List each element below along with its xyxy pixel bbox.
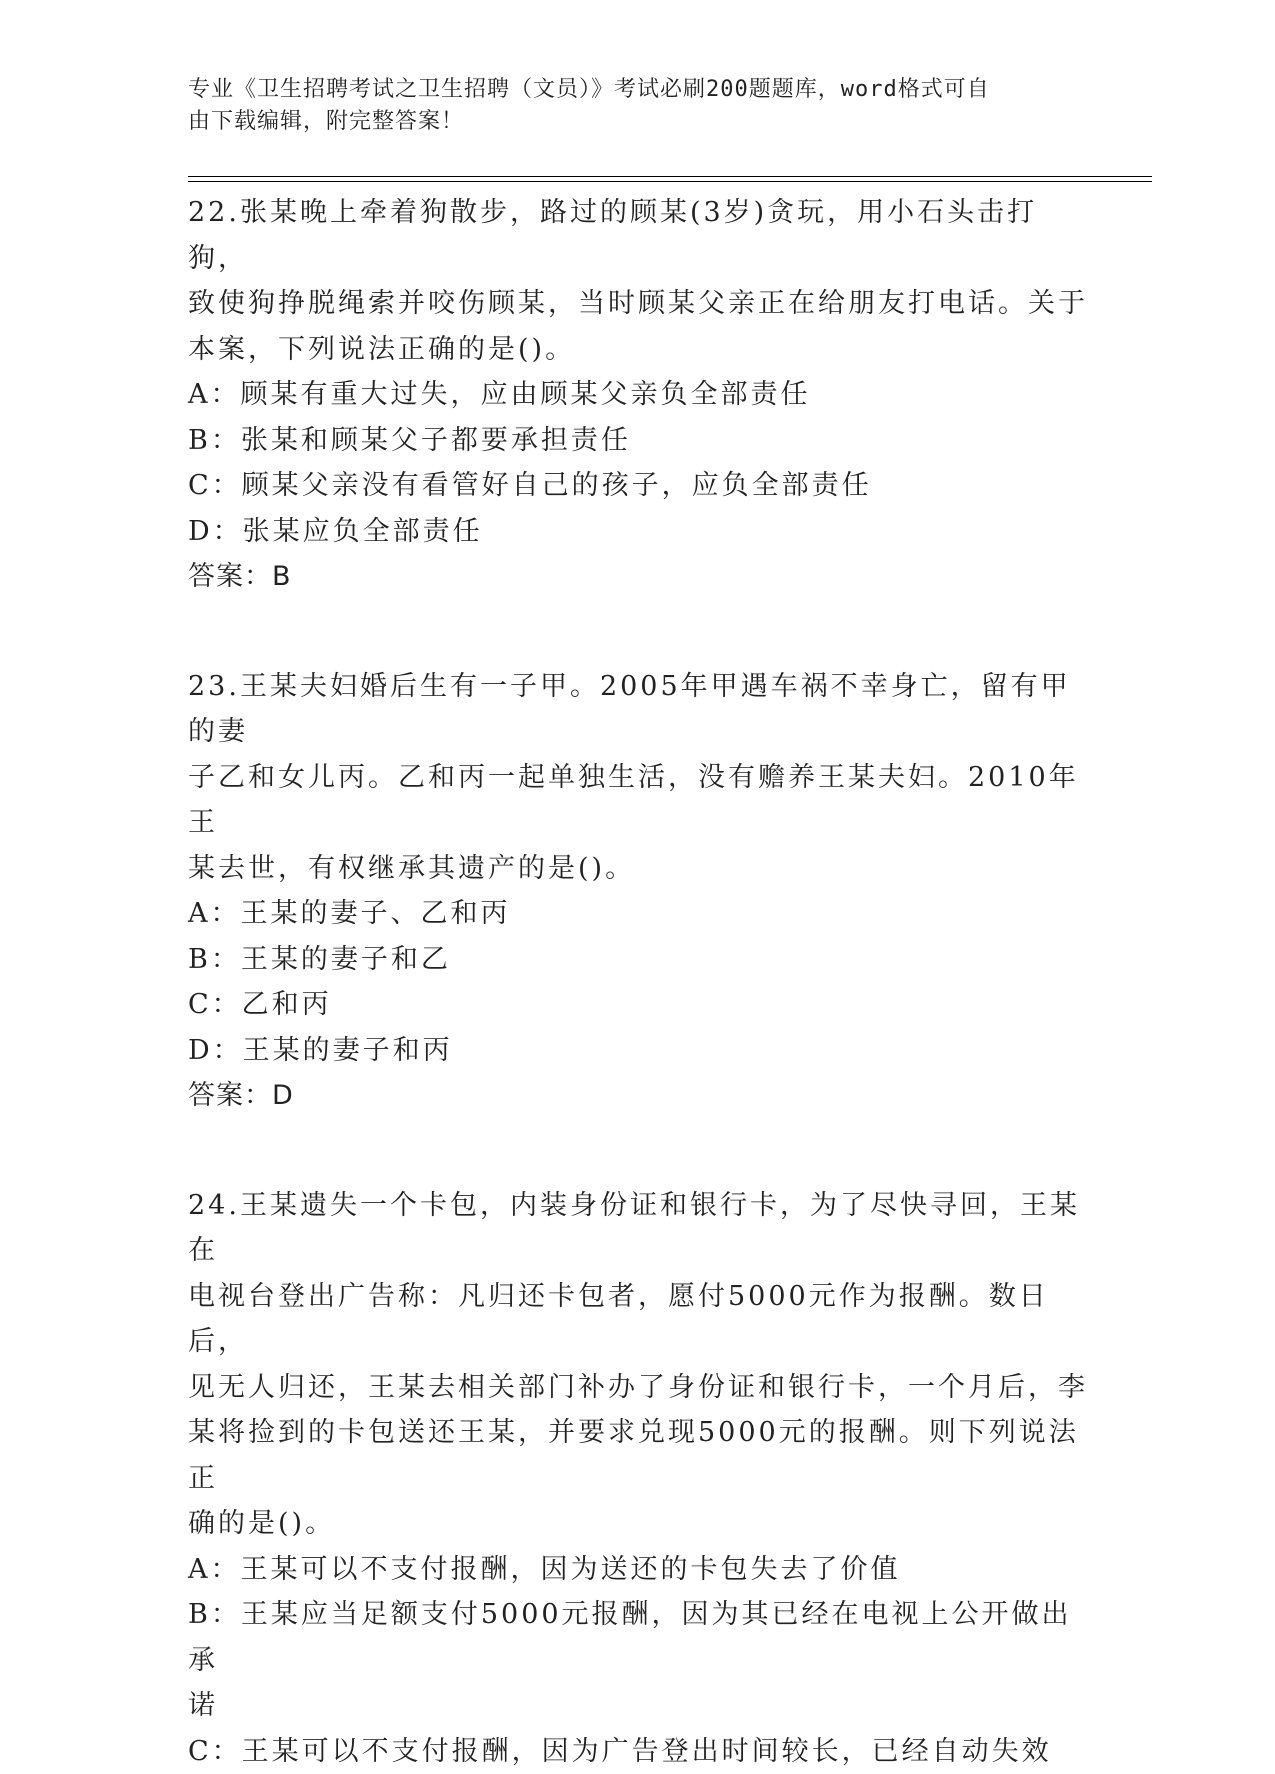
option-b: B：王某应当足额支付5000元报酬，因为其已经在电视上公开做出承 [188,1592,1088,1683]
question-text-line: 电视台登出广告称：凡归还卡包者，愿付5000元作为报酬。数日后， [188,1274,1088,1365]
option-b: B：王某的妻子和乙 [188,937,1088,983]
question-list [188,190,1088,1774]
option-d: D：张某应负全部责任 [188,509,1088,555]
option-b-continued: 诺 [188,1683,1088,1729]
answer-value: D [272,1080,294,1111]
answer-line [188,1073,1088,1119]
question-spacer [188,600,1088,664]
question-text-line: 23.王某夫妇婚后生有一子甲。2005年甲遇车祸不幸身亡，留有甲的妻 [188,664,1088,755]
question-text-line: 22.张某晚上牵着狗散步，路过的顾某(3岁)贪玩，用小石头击打狗， [188,190,1088,281]
option-d: D：王某的妻子和丙 [188,1028,1088,1074]
question-text-line: 24.王某遗失一个卡包，内装身份证和银行卡，为了尽快寻回，王某在 [188,1183,1088,1274]
option-b: B：张某和顾某父子都要承担责任 [188,418,1088,464]
option-c: C：乙和丙 [188,982,1088,1028]
question-22 [188,190,1088,600]
option-c: C：顾某父亲没有看管好自己的孩子，应负全部责任 [188,463,1088,509]
header-divider-bottom [188,181,1152,182]
question-23 [188,664,1088,1119]
answer-label: 答案： [188,561,272,592]
header-divider-top [188,176,1152,177]
option-a: A：顾某有重大过失，应由顾某父亲负全部责任 [188,372,1088,418]
answer-line [188,554,1088,600]
document-header [188,74,1068,138]
question-text-line: 致使狗挣脱绳索并咬伤顾某，当时顾某父亲正在给朋友打电话。关于 [188,281,1088,327]
option-c: C：王某可以不支付报酬，因为广告登出时间较长，已经自动失效 [188,1729,1088,1774]
question-text-line: 某将捡到的卡包送还王某，并要求兑现5000元的报酬。则下列说法正 [188,1410,1088,1501]
question-text-line: 某去世，有权继承其遗产的是()。 [188,846,1088,892]
question-text-line: 本案，下列说法正确的是()。 [188,327,1088,373]
header-line-1: 专业《卫生招聘考试之卫生招聘（文员）》考试必刷200题题库，word格式可自 [188,74,1068,106]
answer-label: 答案： [188,1080,272,1111]
option-a: A：王某可以不支付报酬，因为送还的卡包失去了价值 [188,1547,1088,1593]
question-text-line: 确的是()。 [188,1501,1088,1547]
question-24 [188,1183,1088,1774]
question-text-line: 见无人归还，王某去相关部门补办了身份证和银行卡，一个月后，李 [188,1365,1088,1411]
option-a: A：王某的妻子、乙和丙 [188,891,1088,937]
header-line-2: 由下载编辑，附完整答案！ [188,106,1068,138]
answer-value: B [272,561,292,592]
question-text-line: 子乙和女儿丙。乙和丙一起单独生活，没有赡养王某夫妇。2010年王 [188,755,1088,846]
question-spacer [188,1119,1088,1183]
